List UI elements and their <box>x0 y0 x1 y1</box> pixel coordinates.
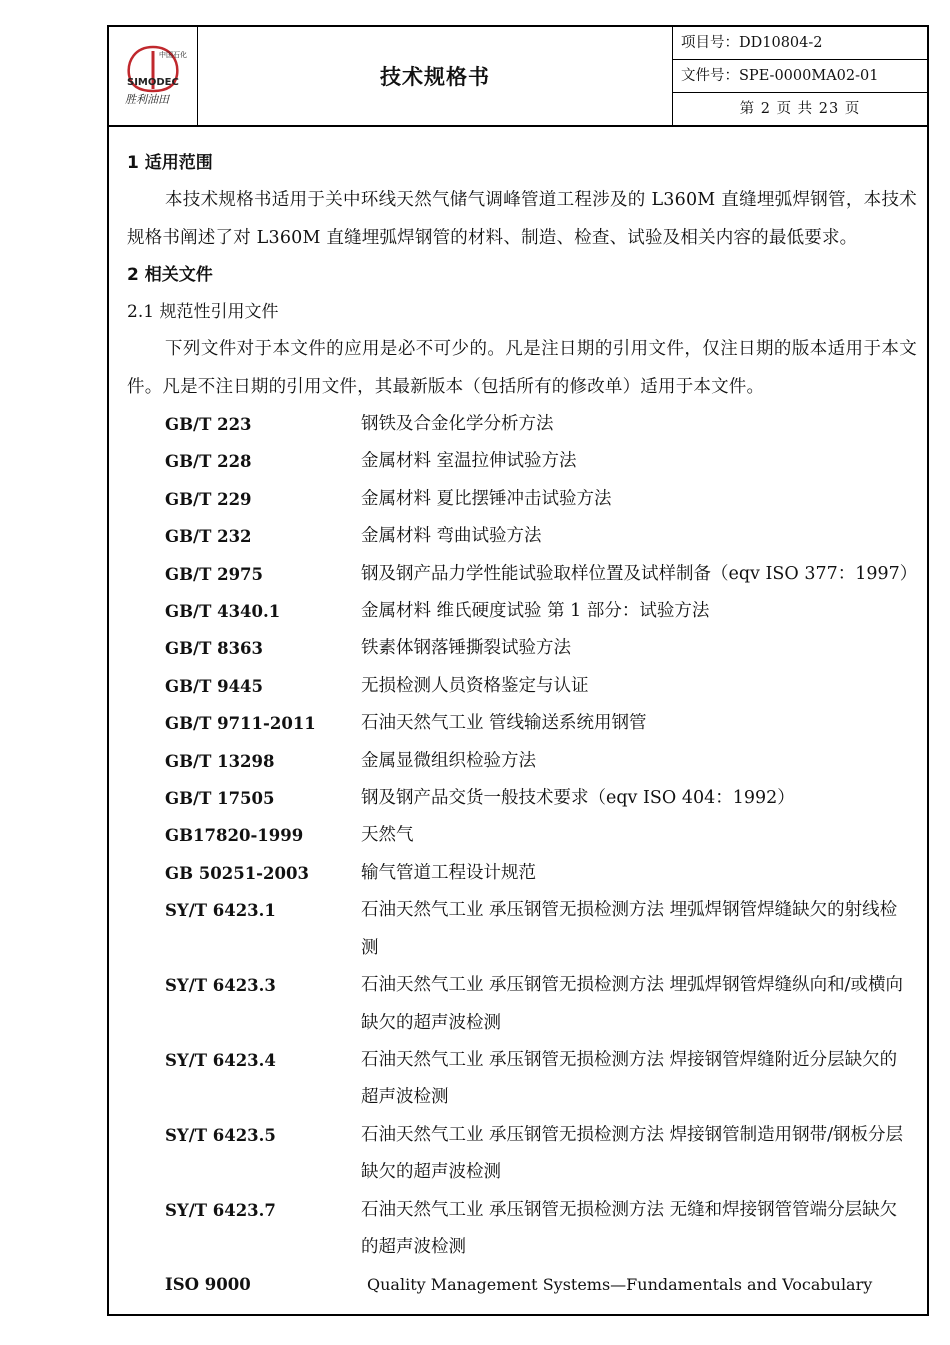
reference-row <box>127 1266 917 1303</box>
page-frame <box>107 25 929 1316</box>
reference-code: GB 50251-2003 <box>165 863 309 883</box>
reference-title: 石油天然气工业 承压钢管无损检测方法 埋弧焊钢管焊缝缺欠的射线检测 <box>361 900 898 958</box>
reference-row <box>127 518 917 555</box>
reference-code: GB/T 223 <box>165 415 252 434</box>
reference-title: 天然气 <box>361 825 414 846</box>
reference-code: GB/T 13298 <box>165 751 275 771</box>
reference-list <box>127 406 917 1304</box>
reference-row <box>127 406 917 443</box>
reference-title: 金属显微组织检验方法 <box>361 750 536 771</box>
reference-row <box>127 855 917 892</box>
reference-row <box>127 443 917 480</box>
reference-row <box>127 1117 917 1192</box>
section-1-paragraph: 本技术规格书适用于关中环线天然气储气调峰管道工程涉及的 L360M 直缝埋弧焊钢管，本技术规格书阐述了对 L360M 直缝埋弧焊钢管的材料、制造、检查、试验及相关内容的最低要求。 <box>127 190 917 248</box>
meta-cell <box>673 27 927 125</box>
reference-code: SY/T 6423.5 <box>165 1125 276 1145</box>
reference-title: 钢及钢产品力学性能试验取样位置及试样制备（eqv ISO 377：1997） <box>361 563 918 584</box>
reference-row <box>127 556 917 593</box>
document-body <box>127 145 917 1304</box>
reference-title: 无损检测人员资格鉴定与认证 <box>361 675 589 696</box>
reference-code: SY/T 6423.4 <box>165 1050 276 1070</box>
logo-text: 中国石化 <box>159 51 187 59</box>
reference-title: 铁素体钢落锤撕裂试验方法 <box>361 638 571 659</box>
section-2-1-paragraph: 下列文件对于本文件的应用是必不可少的。凡是注日期的引用文件，仅注日期的版本适用于本文件。凡是不注日期的引用文件，其最新版本（包括所有的修改单）适用于本文件。 <box>127 339 917 397</box>
reference-code: GB/T 9711-2011 <box>165 714 316 734</box>
reference-title: 石油天然气工业 承压钢管无损检测方法 焊接钢管焊缝附近分层缺欠的超声波检测 <box>361 1049 898 1108</box>
reference-title: 金属材料 夏比摆锤冲击试验方法 <box>361 488 612 509</box>
company-logo-icon <box>123 43 187 107</box>
section-2-title: 2 相关文件 <box>127 265 213 285</box>
reference-code: GB/T 4340.1 <box>165 602 281 622</box>
reference-title: 金属材料 维氏硬度试验 第 1 部分：试验方法 <box>361 601 710 622</box>
reference-row <box>127 1042 917 1117</box>
reference-row <box>127 705 917 742</box>
reference-title: 石油天然气工业 承压钢管无损检测方法 埋弧焊钢管焊缝纵向和/或横向缺欠的超声波检测 <box>361 975 904 1033</box>
section-1-title: 1 适用范围 <box>127 153 213 173</box>
logo-sub: 胜利油田 <box>125 93 169 106</box>
reference-title: 石油天然气工业 管线输送系统用钢管 <box>361 713 647 734</box>
document-title: 技术规格书 <box>198 27 673 125</box>
reference-code: GB/T 8363 <box>165 639 264 659</box>
reference-title: 钢铁及合金化学分析方法 <box>361 414 554 434</box>
section-2-1-title: 2.1 规范性引用文件 <box>127 302 279 322</box>
reference-title: 金属材料 弯曲试验方法 <box>361 526 542 547</box>
reference-code: SY/T 6423.1 <box>165 901 276 921</box>
reference-code: GB17820-1999 <box>165 826 304 846</box>
reference-code: SY/T 6423.7 <box>165 1200 276 1220</box>
document-header <box>109 27 927 127</box>
page-info: 第 2 页 共 23 页 <box>739 101 861 117</box>
reference-row <box>127 817 917 854</box>
reference-code: ISO 9000 <box>165 1275 251 1295</box>
reference-code: GB/T 17505 <box>165 789 275 809</box>
reference-row <box>127 630 917 667</box>
reference-code: SY/T 6423.3 <box>165 976 276 996</box>
reference-row <box>127 668 917 705</box>
reference-title: Quality Management Systems—Fundamentals and Vocabulary <box>367 1275 873 1295</box>
reference-row <box>127 593 917 630</box>
reference-title: 输气管道工程设计规范 <box>361 862 536 883</box>
reference-row <box>127 892 917 967</box>
reference-title: 金属材料 室温拉伸试验方法 <box>361 451 577 472</box>
reference-title: 石油天然气工业 承压钢管无损检测方法 焊接钢管制造用钢带/钢板分层缺欠的超声波检测 <box>361 1124 904 1183</box>
reference-code: GB/T 232 <box>165 527 252 547</box>
reference-row <box>127 967 917 1042</box>
reference-title: 钢及钢产品交货一般技术要求（eqv ISO 404：1992） <box>361 788 795 809</box>
logo-cell <box>109 27 198 125</box>
reference-row <box>127 1192 917 1267</box>
reference-row <box>127 481 917 518</box>
reference-code: GB/T 228 <box>165 452 252 472</box>
reference-row <box>127 780 917 817</box>
reference-row <box>127 743 917 780</box>
reference-title: 石油天然气工业 承压钢管无损检测方法 无缝和焊接钢管管端分层缺欠的超声波检测 <box>361 1199 898 1257</box>
project-number: 项目号：DD10804-2 <box>673 27 927 60</box>
reference-code: GB/T 2975 <box>165 564 264 584</box>
logo-brand: SIMODEC <box>127 77 179 88</box>
reference-code: GB/T 229 <box>165 489 252 509</box>
file-number: 文件号：SPE-0000MA02-01 <box>673 60 927 93</box>
reference-code: GB/T 9445 <box>165 676 264 696</box>
